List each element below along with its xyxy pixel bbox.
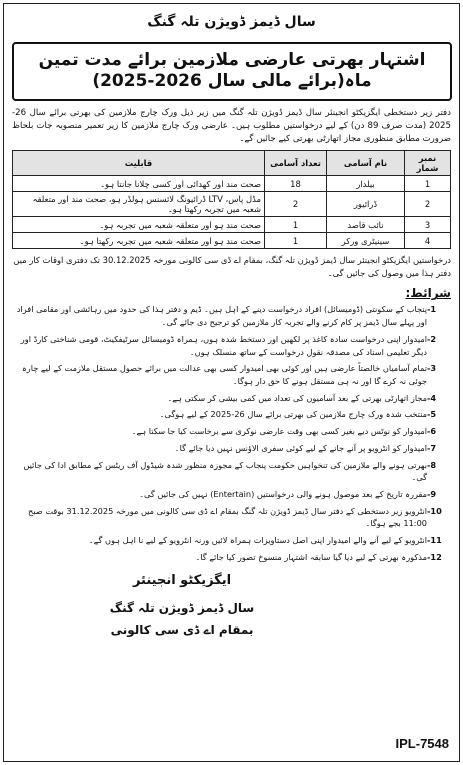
table-row — [13, 176, 451, 192]
condition-item — [12, 459, 451, 484]
condition-item — [12, 303, 451, 328]
row-post-name: ڈرائیور — [327, 192, 405, 217]
posts-table — [12, 150, 451, 249]
condition-item — [12, 408, 451, 421]
condition-number: -11 — [427, 535, 442, 546]
header-serial: نمبر شمار — [405, 151, 451, 176]
condition-text: مجاز اتھارٹی بھرتی کے بعد آسامیوں کی تعداد میں کمی بیشی کر سکتی ہے۔ — [167, 392, 427, 403]
conditions-list — [12, 303, 451, 563]
condition-item — [12, 534, 451, 547]
row-serial: 1 — [405, 176, 451, 192]
application-deadline-note: درخواستیں ایگزیکٹو انجینئر سال ڈیمز ڈویژن تلہ گنگ، بمقام اے ڈی سی کالونی مورخہ 30.12.2025 تک دفتری اوقات کار میں دفتر ہذا میں وصول کی جائیں گی۔ — [13, 255, 451, 279]
table-row — [13, 233, 451, 249]
condition-item — [12, 362, 451, 387]
row-qualification: صحت مند اور کھدائی اور کسی چلانا جانتا ہو۔ — [13, 176, 265, 192]
condition-text: منتخب شدہ ورک چارج ملازمین کی بھرتی برائے سال 26-2025 کے لیے ہوگی۔ — [159, 409, 427, 420]
row-post-count: 1 — [265, 233, 327, 249]
office-name-header: سال ڈیمز ڈویژن تلہ گنگ — [147, 14, 316, 30]
condition-text: مذکورہ بھرتی کے لیے دیا گیا سابقہ اشتہار منسوخ تصور کیا جائے گا۔ — [195, 551, 427, 562]
row-serial: 4 — [405, 233, 451, 249]
ipl-code: IPL-7548 — [395, 736, 449, 751]
row-serial: 3 — [405, 217, 451, 233]
condition-item — [12, 333, 451, 358]
condition-item — [12, 442, 451, 455]
condition-number: -2 — [427, 333, 437, 344]
header-qualification: قابلیت — [13, 151, 265, 176]
advertisement-page — [3, 3, 460, 762]
condition-item — [12, 392, 451, 405]
condition-number: -4 — [427, 392, 437, 403]
condition-number: -1 — [427, 304, 437, 315]
condition-number: -10 — [427, 505, 442, 516]
condition-text: امیدوار کو نوٹس دیے بغیر کسی بھی وقت عارضی نوکری سے برخاست کیا جا سکتا ہے۔ — [131, 426, 427, 437]
row-post-count: 18 — [265, 176, 327, 192]
signature-place: بمقام اے ڈی سی کالونی — [110, 623, 254, 638]
row-qualification: صحت مند ہو اور متعلقہ شعبہ میں تجربہ ہو۔ — [13, 217, 265, 233]
signature-title: ایگزیکٹو انجینئر — [132, 573, 232, 589]
row-qualification: صحت مند ہو اور متعلقہ شعبہ میں تجربہ رکھتا ہو۔ — [13, 233, 265, 249]
header-post-count: تعداد آسامی — [265, 151, 327, 176]
condition-text: بھرتی ہونے والے ملازمین کی تنخواہیں حکومت پنجاب کے مجوزہ منظور شدہ شیڈول آف ریٹس کے مطابق ادا کی جائیں گی۔ — [23, 459, 427, 483]
row-post-name: بیلدار — [327, 176, 405, 192]
row-post-name: نائب قاصد — [327, 217, 405, 233]
row-post-name: سینیٹری ورکر — [327, 233, 405, 249]
row-serial: 2 — [405, 192, 451, 217]
condition-number: -5 — [427, 409, 437, 420]
signature-office: سال ڈیمز ڈویژن تلہ گنگ — [109, 601, 255, 616]
condition-item — [12, 488, 451, 501]
condition-number: -7 — [427, 442, 437, 453]
table-row — [13, 192, 451, 217]
header-post-name: نام آسامی — [327, 151, 405, 176]
condition-item — [12, 551, 451, 564]
condition-item — [12, 505, 451, 530]
condition-text: امیدوار کو انٹرویو پر آنے جانے کے لیے کوئی سفری الاؤنس نہیں دیا جائے گا۔ — [174, 442, 427, 453]
condition-item — [12, 425, 451, 438]
intro-paragraph: دفتر زیر دستخطی ایگزیکٹو انجینئر سال ڈیمز ڈویژن تلہ گنگ میں زیر ذیل ورک چارج ملازمین کی بھرتی برائے سال 26-2025 (مدت صرف 89 دن) کے لیے درخواستیں مطلوب ہیں۔ عارضی ورک چارج ملازمین کا زیر تعمیر منصوبہ جات بلحاظ ضرورت مطابق منظوری مجاز اتھارٹی بھرتی کیے جائیں گے۔ — [12, 107, 451, 145]
table-row — [13, 217, 451, 233]
row-qualification: مڈل پاس، LTV ڈرائیونگ لائسنس ہولڈر ہو، صحت مند اور متعلقہ شعبہ میں تجربہ رکھتا ہو۔ — [13, 192, 265, 217]
conditions-heading: شرائط: — [405, 286, 451, 301]
advertisement-headline: اشتہار بھرتی عارضی ملازمین برائے مدت تمین ماہ(برائے مالی سال 2026-2025) — [12, 42, 452, 101]
condition-number: -3 — [427, 363, 437, 374]
row-post-count: 1 — [265, 217, 327, 233]
condition-text: مقررہ تاریخ کے بعد موصول ہونے والی درخواستیں (Entertain) نہیں کی جائیں گی۔ — [139, 488, 427, 499]
condition-text: امیدوار اپنی درخواست سادہ کاغذ پر لکھیں اور دستخط شدہ ہوں، ہمراہ ڈومیسائل سرٹیفکیٹ، قومی شناختی کارڈ اور دیگر تعلیمی اسناد کی مصدقہ نقول درخواست کے ساتھ منسلک ہوں۔ — [20, 333, 427, 357]
row-post-count: 2 — [265, 192, 327, 217]
condition-number: -8 — [427, 459, 437, 470]
condition-text: انٹرویو زیر دستخطی کے دفتر سال ڈیمز ڈویژن تلہ گنگ بمقام اے ڈی سی کالونی میں مورخہ 31.12.2025 بوقت صبح 11:00 بجے ہوگا۔ — [28, 505, 427, 529]
condition-text: تمام آسامیاں خالصتاً عارضی ہیں اور کوئی بھی امیدوار کسی بھی عدالت میں برائے حصول مستقل ملازمت کے لیے چارہ جوئی نہ کرے گا اور نہ ہی مستقل ہونے کا حق دار ہوگا۔ — [21, 363, 427, 386]
condition-number: -9 — [427, 488, 437, 499]
signature-block — [72, 573, 292, 637]
condition-text: انٹرویو کے لیے آنے والے امیدوار اپنی اصل دستاویزات ہمراہ لائیں ورنہ انٹرویو کے لیے نا اہل ہوں گے۔ — [88, 535, 427, 546]
condition-number: -12 — [427, 551, 442, 562]
table-header-row — [13, 151, 451, 176]
condition-text: پنجاب کے سکونتی (ڈومیسائل) افراد درخواست دینے کے اہل ہیں۔ ڈیم و دفتر ہذا کی حدود میں رہائشی اور مقامی افراد اور پہلے سال ڈیمز پر کام کرنے والے تجربہ کار ملازمین کو ترجیح دی جائے گی۔ — [16, 304, 427, 328]
condition-number: -6 — [427, 426, 437, 437]
